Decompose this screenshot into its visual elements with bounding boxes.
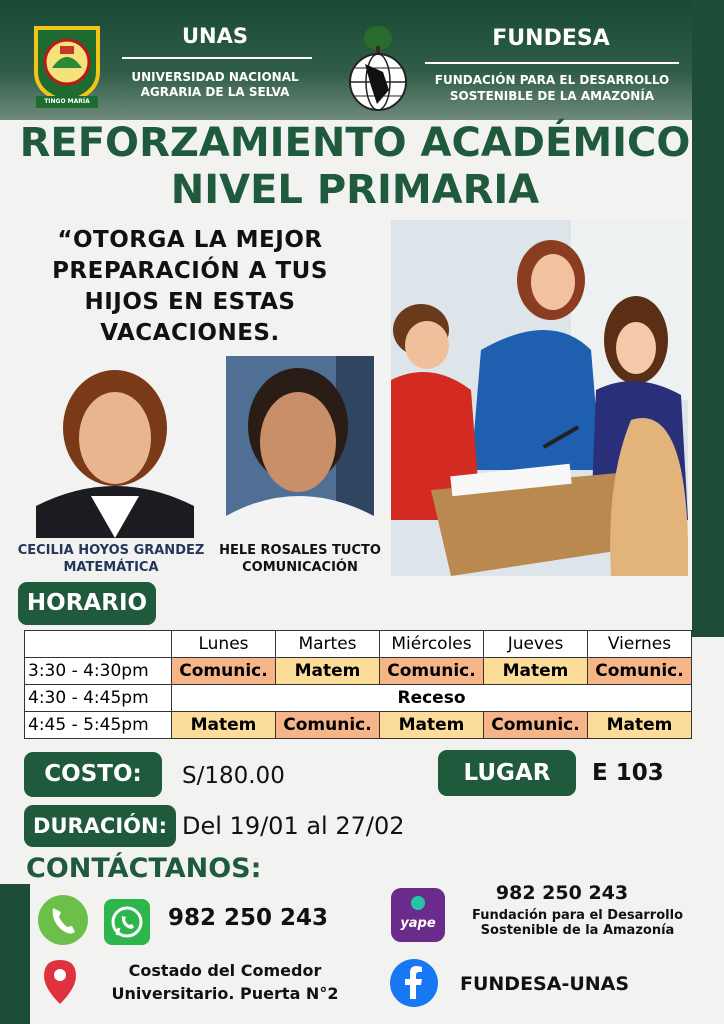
day-header: Jueves	[484, 631, 588, 658]
duracion-label: DURACIÓN:	[24, 805, 176, 847]
yape-name-line-2: Sostenible de la Amazonía	[480, 923, 675, 938]
fundesa-logo	[343, 20, 413, 112]
teacher-name-2: HELE ROSALES TUCTO	[219, 543, 381, 558]
fundesa-subtitle-1: FUNDACIÓN PARA EL DESARROLLO	[434, 73, 670, 87]
day-header: Lunes	[172, 631, 276, 658]
class-cell: Matem	[484, 658, 588, 685]
contact-phone: 982 250 243	[168, 905, 329, 931]
teacher-subject-2: COMUNICACIÓN	[242, 560, 358, 575]
class-cell: Matem	[380, 712, 484, 739]
facebook-icon[interactable]	[390, 959, 438, 1007]
time-cell: 4:45 - 5:45pm	[25, 712, 172, 739]
quote-line-4: VACACIONES.	[100, 320, 280, 346]
quote-line-2: PREPARACIÓN A TUS	[52, 258, 328, 284]
contact-heading: CONTÁCTANOS:	[26, 853, 262, 884]
teacher-subject-1: MATEMÁTICA	[63, 560, 159, 575]
whatsapp-icon[interactable]	[104, 899, 150, 945]
yape-phone: 982 250 243	[495, 882, 629, 904]
location-pin-icon	[42, 958, 78, 1006]
unas-logo	[30, 22, 104, 108]
class-cell: Comunic.	[380, 658, 484, 685]
phone-icon[interactable]	[38, 895, 88, 945]
page-title-line-2: NIVEL PRIMARIA	[170, 167, 540, 213]
yape-icon[interactable]	[391, 888, 445, 942]
duracion-value: Del 19/01 al 27/02	[182, 812, 405, 840]
time-cell: 4:30 - 4:45pm	[25, 685, 172, 712]
unas-title: UNAS	[181, 24, 248, 48]
unas-subtitle-1: UNIVERSIDAD NACIONAL	[131, 70, 299, 84]
unas-logo-caption: TINGO MARÍA	[36, 96, 98, 108]
schedule-header-row	[25, 631, 692, 658]
horario-label: HORARIO	[18, 582, 156, 625]
facebook-page[interactable]: FUNDESA-UNAS	[460, 973, 630, 995]
class-cell: Comunic.	[276, 712, 380, 739]
address-line-2: Universitario. Puerta N°2	[111, 984, 339, 1003]
teacher-name-1: CECILIA HOYOS GRANDEZ	[17, 543, 205, 558]
costo-value: S/180.00	[182, 763, 285, 789]
time-cell: 3:30 - 4:30pm	[25, 658, 172, 685]
fundesa-subtitle-2: SOSTENIBLE DE LA AMAZONÍA	[449, 89, 655, 103]
yape-name-line-1: Fundación para el Desarrollo	[472, 908, 683, 923]
schedule-row	[25, 658, 692, 685]
class-cell: Matem	[588, 712, 692, 739]
class-cell: Comunic.	[484, 712, 588, 739]
break-cell: Receso	[172, 685, 692, 712]
unas-divider	[122, 57, 312, 59]
class-cell: Comunic.	[588, 658, 692, 685]
page-title-line-1: REFORZAMIENTO ACADÉMICO	[19, 120, 691, 166]
quote-line-3: HIJOS EN ESTAS	[84, 289, 296, 315]
yape-badge	[411, 896, 425, 910]
class-cell: Comunic.	[172, 658, 276, 685]
classroom-photo	[391, 220, 688, 576]
day-header: Martes	[276, 631, 380, 658]
teacher-photo-cecilia	[36, 356, 194, 538]
teacher-photo-hele	[226, 356, 374, 540]
costo-label: COSTO:	[24, 752, 162, 797]
day-header: Miércoles	[380, 631, 484, 658]
day-header: Viernes	[588, 631, 692, 658]
address-line-1: Costado del Comedor	[128, 961, 322, 980]
fundesa-divider	[425, 62, 679, 64]
class-cell: Matem	[172, 712, 276, 739]
fundesa-title: FUNDESA	[492, 26, 610, 51]
lugar-value: E 103	[592, 760, 664, 786]
lugar-label: LUGAR	[438, 750, 576, 796]
yape-logo-text: yape	[400, 916, 436, 931]
schedule-table	[24, 630, 692, 739]
unas-subtitle-2: AGRARIA DE LA SELVA	[140, 85, 290, 99]
schedule-row	[25, 712, 692, 739]
left-accent-bar	[0, 884, 30, 1024]
class-cell: Matem	[276, 658, 380, 685]
schedule-row	[25, 685, 692, 712]
right-accent-bar	[692, 0, 724, 637]
quote-line-1: “OTORGA LA MEJOR	[57, 227, 323, 253]
schedule-corner-cell	[25, 631, 172, 658]
